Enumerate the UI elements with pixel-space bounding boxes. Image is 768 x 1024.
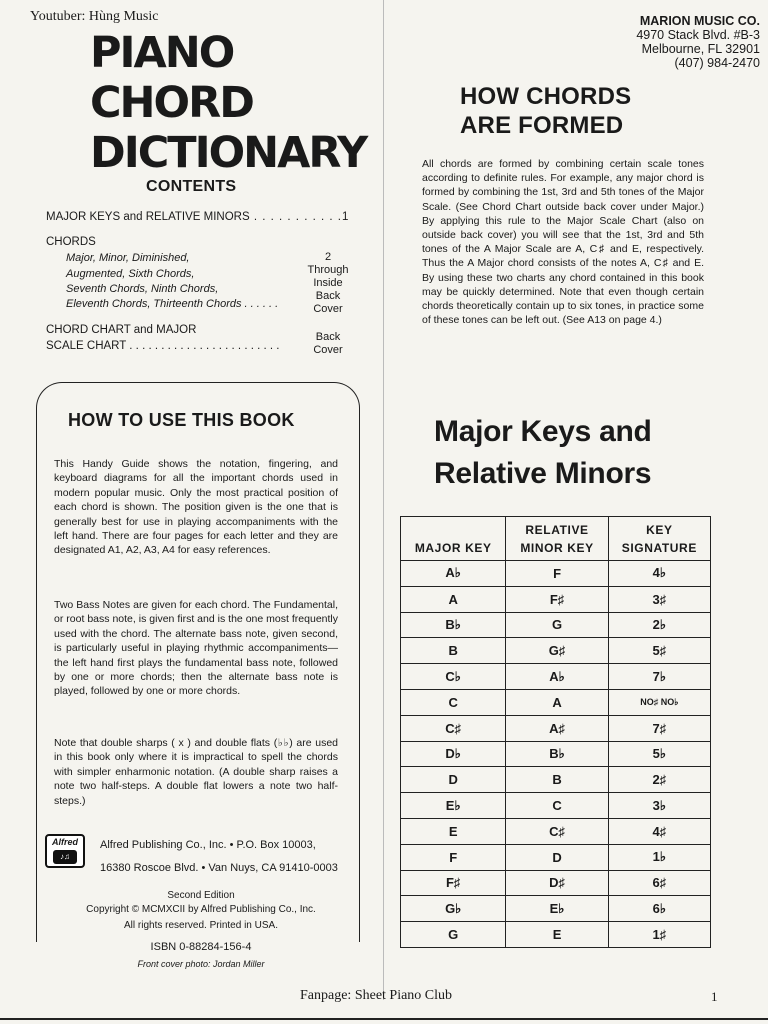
toc-major-keys xyxy=(46,211,356,223)
toc-dots: . . . . . . . . . . . xyxy=(249,211,342,223)
toc-major-keys-label: MAJOR KEYS and RELATIVE MINORS xyxy=(46,211,250,223)
major-key-cell: F♯ xyxy=(401,870,506,896)
toc-page-text: Cover xyxy=(313,344,343,356)
company-city: Melbourne, FL 32901 xyxy=(641,42,760,56)
table-row xyxy=(401,896,711,922)
key-signature-cell: 4♭ xyxy=(608,561,710,587)
table-row xyxy=(401,818,711,844)
company-street: 4970 Stack Blvd. #B-3 xyxy=(636,28,760,42)
key-signature-cell: 1♯ xyxy=(608,922,710,948)
toc-page-text: Back xyxy=(315,290,341,302)
relative-minor-cell: E♭ xyxy=(506,896,608,922)
header-relative-minor: RELATIVE MINOR KEY xyxy=(506,517,608,561)
table-row xyxy=(401,793,711,819)
toc-chord-item: Major, Minor, Diminished, xyxy=(66,252,190,264)
table-row xyxy=(401,664,711,690)
title-line-3: DICTIONARY xyxy=(90,128,367,178)
relative-minor-cell: A xyxy=(506,689,608,715)
toc-page-text: 2 xyxy=(324,251,332,263)
book-title xyxy=(90,28,380,178)
relative-minor-cell: C♯ xyxy=(506,818,608,844)
toc-chord-item: Eleventh Chords, Thirteenth Chords . . . . . . xyxy=(66,298,279,310)
major-key-cell: B♭ xyxy=(401,612,506,638)
youtuber-credit: Youtuber: Hùng Music xyxy=(30,9,159,24)
publisher-address-1: Alfred Publishing Co., Inc. • P.O. Box 10003, xyxy=(100,839,316,851)
key-signature-cell: 6♭ xyxy=(608,896,710,922)
major-key-cell: G♭ xyxy=(401,896,506,922)
relative-minor-cell: D xyxy=(506,844,608,870)
heading-line: ARE FORMED xyxy=(460,112,624,139)
major-keys-table xyxy=(400,516,711,948)
major-key-cell: A♭ xyxy=(401,561,506,587)
header-key-signature: KEY SIGNATURE xyxy=(608,517,710,561)
rights-text: All rights reserved. Printed in USA. xyxy=(124,920,278,931)
table-row xyxy=(401,586,711,612)
key-signature-cell: 5♯ xyxy=(608,638,710,664)
toc-chord-item: Augmented, Sixth Chords, xyxy=(66,268,195,280)
relative-minor-cell: C xyxy=(506,793,608,819)
how-chords-formed-text: All chords are formed by combining certain scale tones according to definite rules. For example, any major chord is formed by combining the 1st, 3rd and 5th tones of the Major Scale. (See Chord Chart outside back cover under Major.) By applying this rule to the Major Scale Chart (also on outside back cover) you will see that the 1st, 3rd and 5th tones of the A Major Scale are A, C♯ and E, respectively. Thus the A Major chord consists of the notes A, C♯ and E. By using these two charts any chord contained in this book may be quickly determined. Note that even though certain chords theoretically contain up to six tones, in practice some of these tones can be left out. (See A13 on page 4.) xyxy=(422,158,704,327)
table-row xyxy=(401,844,711,870)
contents-heading: CONTENTS xyxy=(146,178,237,195)
company-name: MARION MUSIC CO. xyxy=(639,14,760,28)
major-key-cell: E xyxy=(401,818,506,844)
cover-photo-credit: Front cover photo: Jordan Miller xyxy=(137,959,265,969)
major-key-cell: B xyxy=(401,638,506,664)
relative-minor-cell: A♭ xyxy=(506,664,608,690)
title-line-2: CHORD xyxy=(90,78,253,128)
relative-minor-cell: A♯ xyxy=(506,715,608,741)
how-chords-formed-heading xyxy=(460,82,631,140)
major-key-cell: D xyxy=(401,767,506,793)
alfred-logo xyxy=(45,834,85,868)
major-key-cell: C♯ xyxy=(401,715,506,741)
table-row xyxy=(401,767,711,793)
toc-chords-label: CHORDS xyxy=(46,236,96,248)
bottom-edge-line xyxy=(0,1018,768,1020)
title-line-1: PIANO xyxy=(90,28,234,78)
key-signature-cell: 1♭ xyxy=(608,844,710,870)
major-key-cell: C♭ xyxy=(401,664,506,690)
toc-chords-pages xyxy=(296,251,360,316)
table-row xyxy=(401,715,711,741)
table-row xyxy=(401,922,711,948)
fanpage-credit: Fanpage: Sheet Piano Club xyxy=(300,988,453,1003)
major-key-cell: E♭ xyxy=(401,793,506,819)
major-key-cell: C xyxy=(401,689,506,715)
table-row xyxy=(401,689,711,715)
heading-line: HOW CHORDS xyxy=(460,83,632,110)
toc-major-keys-page: 1 xyxy=(341,211,349,223)
table-header-row xyxy=(401,517,711,561)
relative-minor-cell: F♯ xyxy=(506,586,608,612)
edition-text: Second Edition xyxy=(167,890,235,901)
toc-chart-line-1: CHORD CHART and MAJOR xyxy=(46,324,197,336)
toc-page-text: Inside xyxy=(313,277,343,289)
table-body xyxy=(401,561,711,948)
relative-minor-cell: F xyxy=(506,561,608,587)
toc-chord-item: Seventh Chords, Ninth Chords, xyxy=(66,283,219,295)
publisher-address-2: 16380 Roscoe Blvd. • Van Nuys, CA 91410-0003 xyxy=(100,862,338,874)
alfred-logo-text: Alfred xyxy=(51,837,78,847)
key-signature-cell: 4♯ xyxy=(608,818,710,844)
page-fold-divider xyxy=(383,0,384,1000)
key-signature-cell: 5♭ xyxy=(608,741,710,767)
company-phone: (407) 984-2470 xyxy=(674,56,760,70)
heading-line: Relative Minors xyxy=(434,457,652,490)
relative-minor-cell: E xyxy=(506,922,608,948)
toc-page-text: Through xyxy=(307,264,349,276)
howto-paragraph-2: Two Bass Notes are given for each chord. The Fundamental, or root bass note, is given first and is the one most frequently used with the chord. The alternate bass note, given second, is particularly useful in playing rhythmic accompaniments—the left hand first plays the fundamental bass note, followed by one or more chords; then the alternate bass note is played, followed by one or more chords. xyxy=(54,599,338,698)
how-to-use-heading: HOW TO USE THIS BOOK xyxy=(68,410,295,430)
major-keys-heading xyxy=(434,411,652,495)
howto-paragraph-1: This Handy Guide shows the notation, fingering, and keyboard diagrams for all the important chords used in modern popular music. Only the most practical position of each chord is shown. The position given is the one that is generally best for use in playing accompaniments with the left hand. There are four pages for each letter and they are designated A1, A2, A3, A4 for easy references. xyxy=(54,458,338,557)
key-signature-cell: NO♯ NO♭ xyxy=(608,689,710,715)
isbn-text: ISBN 0-88284-156-4 xyxy=(150,941,252,953)
key-signature-cell: 3♯ xyxy=(608,586,710,612)
table-row xyxy=(401,612,711,638)
key-signature-cell: 3♭ xyxy=(608,793,710,819)
key-signature-cell: 2♭ xyxy=(608,612,710,638)
toc-page-text: Cover xyxy=(313,303,343,315)
table-row xyxy=(401,561,711,587)
table-row xyxy=(401,870,711,896)
copyright-text: Copyright © MCMXCII by Alfred Publishing Co., Inc. xyxy=(86,904,316,915)
relative-minor-cell: B♭ xyxy=(506,741,608,767)
key-signature-cell: 6♯ xyxy=(608,870,710,896)
key-signature-cell: 7♭ xyxy=(608,664,710,690)
alfred-logo-mark: ♪♫ xyxy=(53,850,77,864)
key-signature-cell: 7♯ xyxy=(608,715,710,741)
table-row xyxy=(401,638,711,664)
company-address xyxy=(598,14,760,70)
major-key-cell: G xyxy=(401,922,506,948)
toc-chart-line-2: SCALE CHART . . . . . . . . . . . . . . . . . . . . . . . . xyxy=(46,340,280,352)
table-row xyxy=(401,741,711,767)
howto-paragraph-3: Note that double sharps ( x ) and double flats (♭♭) are used in this book only where it is impractical to spell the chords with simpler enharmonic notation. (A double sharp raises a note two half-steps. A double flat lowers a note two half-steps.) xyxy=(54,737,338,807)
toc-page-text: Back xyxy=(315,331,341,343)
relative-minor-cell: G♯ xyxy=(506,638,608,664)
toc-chart-pages xyxy=(296,331,360,357)
relative-minor-cell: G xyxy=(506,612,608,638)
major-key-cell: D♭ xyxy=(401,741,506,767)
heading-line: Major Keys and xyxy=(434,415,652,448)
header-major-key: MAJOR KEY xyxy=(401,517,506,561)
relative-minor-cell: D♯ xyxy=(506,870,608,896)
major-key-cell: F xyxy=(401,844,506,870)
major-key-cell: A xyxy=(401,586,506,612)
key-signature-cell: 2♯ xyxy=(608,767,710,793)
relative-minor-cell: B xyxy=(506,767,608,793)
page-number: 1 xyxy=(711,989,718,1004)
